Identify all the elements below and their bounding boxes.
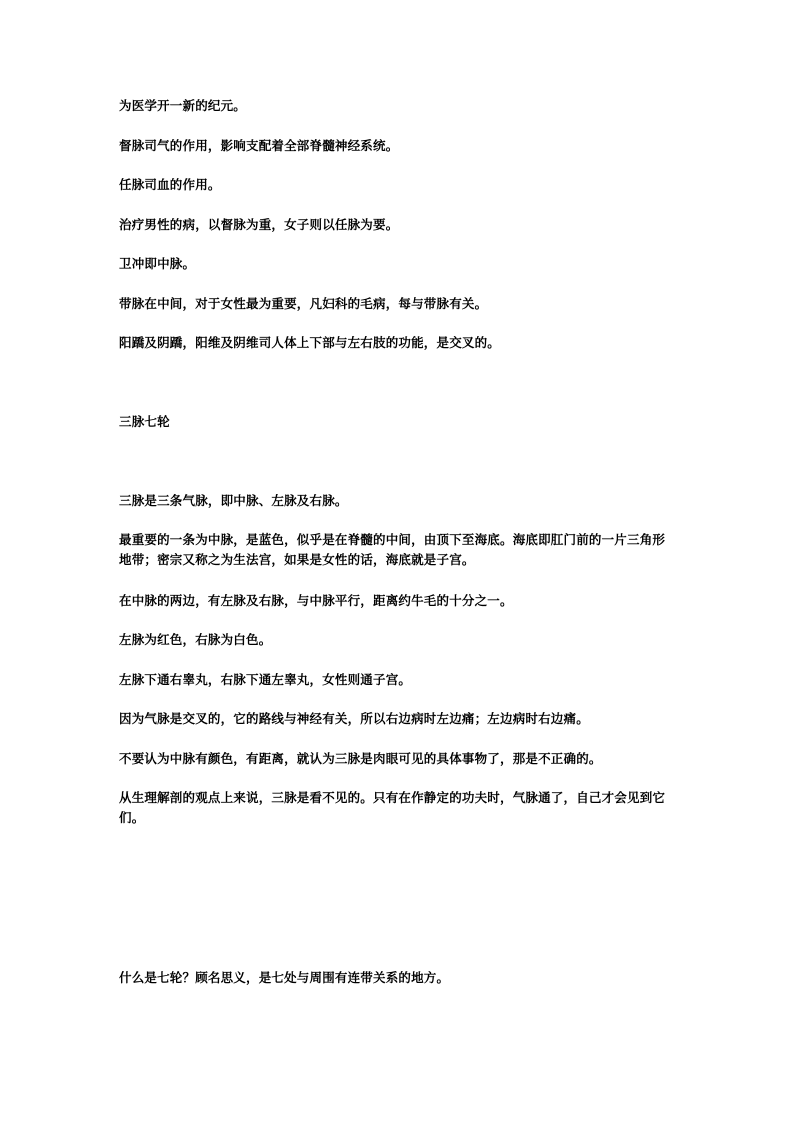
paragraph: 在中脉的两边，有左脉及右脉，与中脉平行，距离约牛毛的十分之一。 [119, 593, 513, 608]
paragraph: 左脉下通右睾丸，右脉下通左睾丸，女性则通子宫。 [119, 672, 412, 687]
paragraph: 带脉在中间，对于女性最为重要，凡妇科的毛病，每与带脉有关。 [119, 296, 488, 311]
section-heading: 三脉七轮 [119, 414, 170, 429]
paragraph: 三脉是三条气脉，即中脉、左脉及右脉。 [119, 493, 348, 508]
paragraph: 因为气脉是交叉的，它的路线与神经有关，所以右边病时左边痛；左边病时右边痛。 [119, 711, 589, 726]
paragraph: 任脉司血的作用。 [119, 177, 221, 192]
paragraph: 不要认为中脉有颜色，有距离，就认为三脉是肉眼可见的具体事物了，那是不正确的。 [119, 751, 602, 766]
paragraph: 阳蹻及阴蹻，阳维及阴维司人体上下部与左右肢的功能，是交叉的。 [119, 335, 501, 350]
paragraph: 治疗男性的病，以督脉为重，女子则以任脉为要。 [119, 217, 399, 232]
paragraph: 什么是七轮？顾名思义，是七处与周围有连带关系的地方。 [119, 970, 450, 985]
paragraph: 督脉司气的作用，影响支配着全部脊髓神经系统。 [119, 138, 399, 153]
paragraph: 卫冲即中脉。 [119, 256, 196, 271]
paragraph: 从生理解剖的观点上来说，三脉是看不见的。只有在作静定的功夫时，气脉通了，自己才会见到它们。 [119, 790, 666, 825]
paragraph: 为医学开一新的纪元。 [119, 98, 247, 113]
paragraph: 左脉为红色，右脉为白色。 [119, 632, 272, 647]
paragraph: 最重要的一条为中脉，是蓝色，似乎是在脊髓的中间，由顶下至海底。海底即肛门前的一片三角形地带；密宗又称之为生法宫，如果是女性的话，海底就是子宫。 [119, 532, 666, 567]
